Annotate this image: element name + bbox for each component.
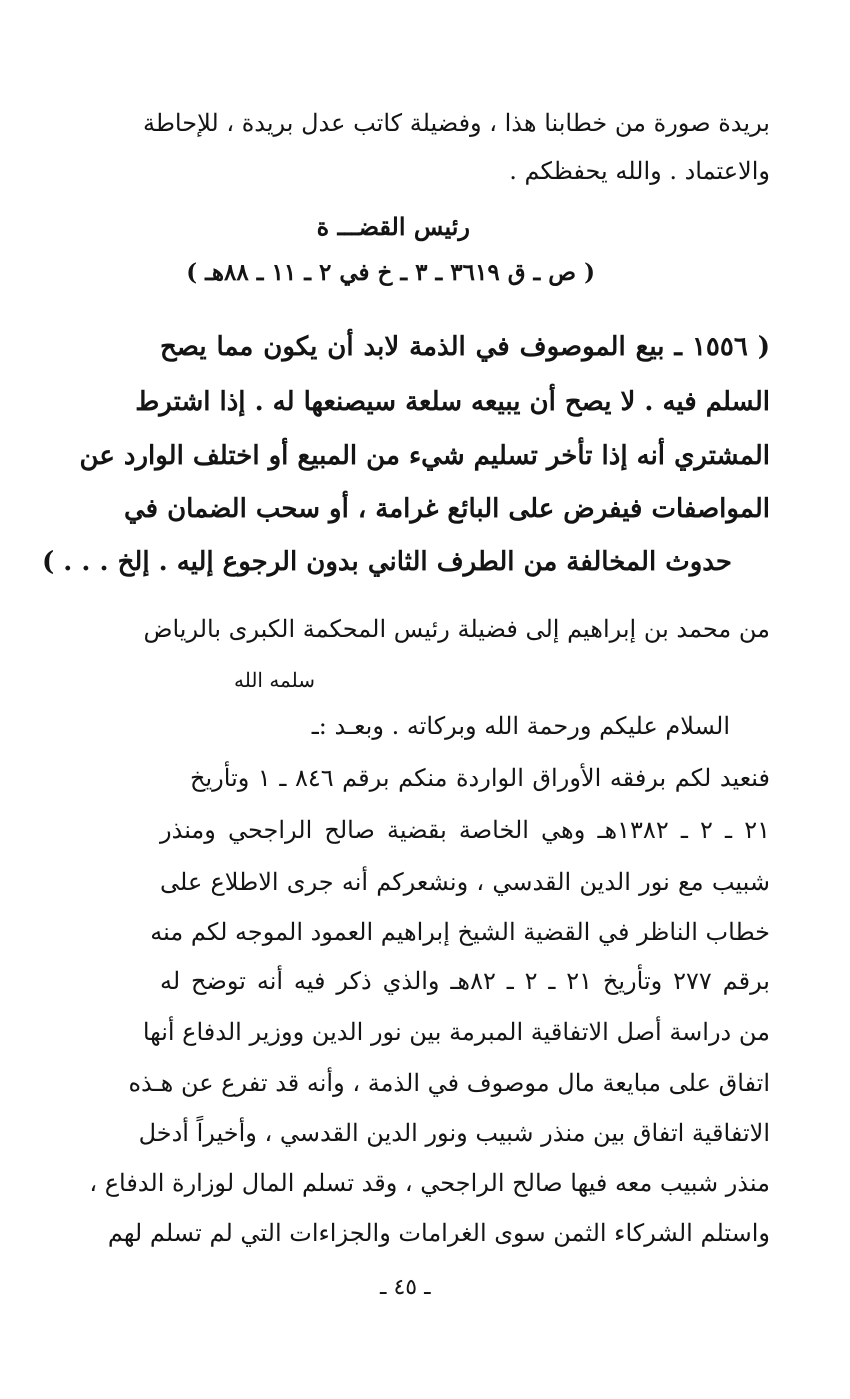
letter-line: شبيب مع نور الدين القدسي ، ونشعركم أنه جرى الاطلاع على	[160, 868, 770, 896]
ruling-line: ( ١٥٥٦ ـ بيع الموصوف في الذمة لابد أن يكون مما يصح	[160, 332, 770, 362]
page-number: ـ ٤٥ ـ	[380, 1275, 431, 1300]
letter-line: من دراسة أصل الاتفاقية المبرمة بين نور الدين ووزير الدفاع أنها	[142, 1018, 770, 1046]
letter-line: برقم ٢٧٧ وتأريخ ٢١ ـ ٢ ـ ٨٢هـ والذي ذكر فيه أنه توضح له	[160, 967, 770, 995]
letter-blessing: سلمه الله	[233, 668, 315, 692]
ruling-line: السلم فيه . لا يصح أن يبيعه سلعة سيصنعها له . إذا اشترط	[135, 387, 770, 417]
letter-line: منذر شبيب معه فيها صالح الراجحي ، وقد تسلم المال لوزارة الدفاع ،	[89, 1169, 770, 1197]
letter-address: من محمد بن إبراهيم إلى فضيلة رئيس المحكمة الكبرى بالرياض	[143, 615, 770, 643]
ruling-line: المواصفات فيفرض على البائع غرامة ، أو سحب الضمان في	[123, 494, 770, 524]
text-line: والاعتماد . والله يحفظكم .	[509, 157, 770, 185]
text-line: بريدة صورة من خطابنا هذا ، وفضيلة كاتب عدل بريدة ، للإحاطة	[142, 109, 770, 137]
letter-line: الاتفاقية اتفاق بين منذر شبيب ونور الدين القدسي ، وأخيراً أدخل	[138, 1119, 770, 1147]
ruling-line: المشتري أنه إذا تأخر تسليم شيء من المبيع أو اختلف الوارد عن	[79, 441, 770, 471]
letter-line: واستلم الشركاء الثمن سوى الغرامات والجزاءات التي لم تسلم لهم	[107, 1219, 770, 1247]
letter-line: اتفاق على مبايعة مال موصوف في الذمة ، وأنه قد تفرع عن هـذه	[128, 1069, 770, 1097]
ruling-line: حدوث المخالفة من الطرف الثاني بدون الرجوع إليه . إلخ . . . )	[41, 547, 732, 577]
letter-line: خطاب الناظر في القضية الشيخ إبراهيم العمود الموجه لكم منه	[150, 918, 770, 946]
reference-number: ( ص ـ ق ٣٦١٩ ـ ٣ ـ خ في ٢ ـ ١١ ـ ٨٨هـ )	[186, 259, 595, 286]
letter-line: ٢١ ـ ٢ ـ ١٣٨٢هـ وهي الخاصة بقضية صالح الراجحي ومنذر	[160, 816, 770, 844]
signature-title: رئيس القضـــ ة	[316, 212, 470, 241]
letter-greeting: السلام عليكم ورحمة الله وبركاته . وبعـد :ـ	[311, 712, 730, 740]
letter-line: فنعيد لكم برفقه الأوراق الواردة منكم برقم ٨٤٦ ـ ١ وتأريخ	[190, 764, 771, 792]
